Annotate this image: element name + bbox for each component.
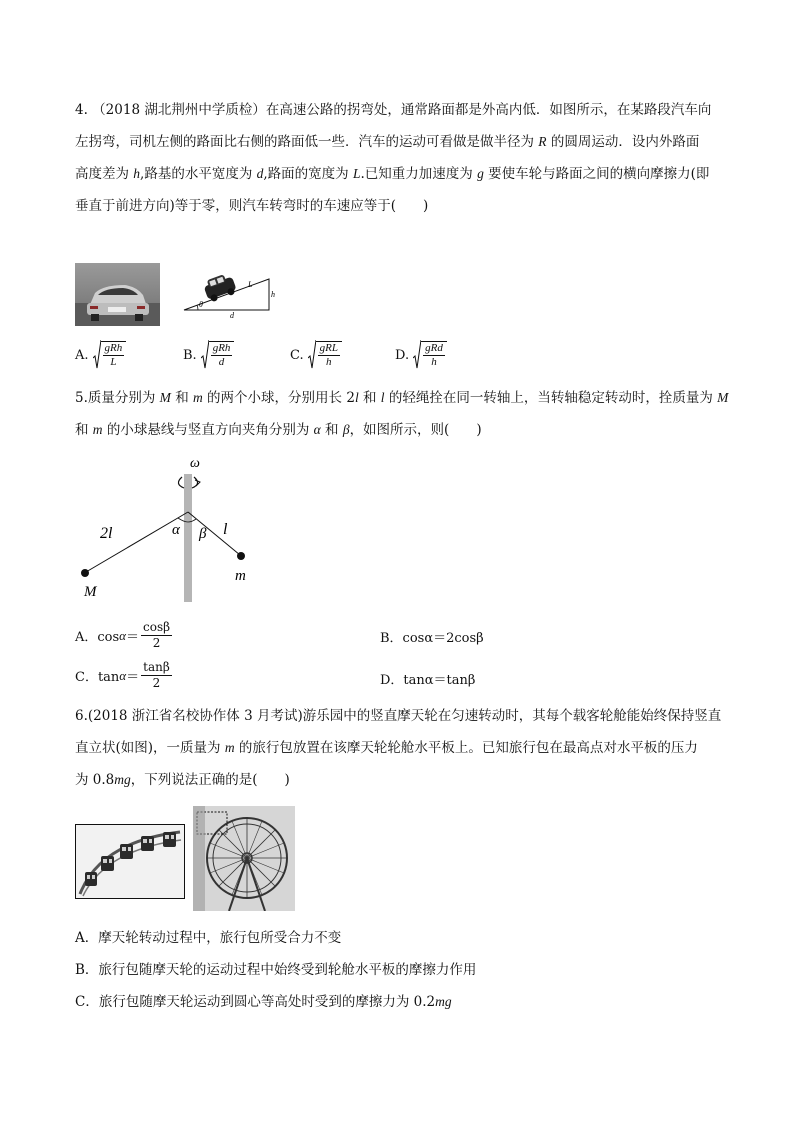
option-text: A．cos [75, 630, 120, 645]
option-label: B. [183, 347, 197, 363]
q5-text: 和 [358, 390, 381, 406]
denominator: 2 [152, 636, 161, 650]
option-label: A. [75, 347, 89, 363]
q4-line-4: 垂直于前进方向)等于零，则汽车转弯时的车速应等于( ) [75, 198, 429, 214]
equals-sign: ＝ [126, 670, 140, 685]
q5-option-d: D．tanα＝tanβ [380, 673, 476, 688]
q5-text: 和 [75, 422, 93, 438]
var-alpha: α [119, 627, 126, 643]
var-mg: mg [114, 772, 131, 787]
q4-line-1: 4. （2018 湖北荆州中学质检）在高速公路的拐弯处，通常路面都是外高内低．如图所示，在某路段汽车向 [75, 102, 712, 118]
numerator: gRd [425, 342, 443, 354]
fig-h: h [271, 290, 275, 299]
var-mg: mg [435, 994, 452, 1009]
numerator: gRh [212, 342, 231, 354]
var-alpha: α [313, 422, 321, 437]
denominator: h [326, 356, 332, 368]
q5-option-a [75, 620, 172, 651]
sqrt-expression [93, 340, 127, 370]
var-l: l [380, 390, 385, 405]
numerator: gRL [319, 342, 338, 354]
q5-option-b: B．cosα＝2cosβ [380, 631, 484, 646]
q4-text: 要使车轮与路面之间的横向摩擦力(即 [483, 166, 710, 182]
q4-text: 左拐弯，司机左侧的路面比右侧的路面低一些．汽车的运动可看做是做半径为 [75, 134, 539, 150]
var-h: h [133, 166, 141, 181]
var-L: L [352, 166, 361, 181]
radical-icon [413, 340, 421, 370]
numerator: gRh [104, 342, 123, 354]
q5-text: 5.质量分别为 [75, 390, 160, 406]
q5-text: 的小球悬线与竖直方向夹角分别为 [102, 422, 314, 438]
fig-l: l [223, 521, 228, 538]
fraction [141, 660, 172, 691]
q5-text: 的两个小球，分别用长 2 [202, 390, 355, 406]
q4-text: 高度差为 [75, 166, 134, 182]
sqrt-expression [413, 340, 447, 370]
q6-option-b: B．旅行包随摩天轮的运动过程中始终受到轮舱水平板的摩擦力作用 [75, 962, 477, 978]
numerator: cosβ [143, 620, 171, 634]
q5-text: ，如图所示，则( ) [349, 422, 482, 438]
denominator: d [218, 356, 225, 368]
var-l: l [354, 390, 359, 405]
radical-icon [93, 340, 101, 370]
q5-text: 和 [170, 390, 194, 406]
q4-text: ,路面的宽度为 [263, 166, 353, 182]
fig-L: L [248, 280, 253, 289]
fig-M: M [84, 584, 97, 600]
fig-theta: θ [199, 300, 203, 309]
var-R: R [538, 134, 547, 149]
fraction [421, 341, 447, 369]
var-M: M [717, 390, 729, 405]
q6-line-1: 6.(2018 浙江省名校协作体 3 月考试)游乐园中的竖直摩天轮在匀速转动时，其每个载客轮舱能始终保持竖直 [75, 708, 722, 724]
incline-diagram [180, 266, 280, 324]
q4-text: ,路基的水平宽度为 [140, 166, 257, 182]
fig-beta: β [199, 526, 207, 542]
var-m: m [224, 740, 235, 755]
var-m: m [92, 422, 103, 437]
option-label: D. [395, 347, 410, 363]
q5-option-c [75, 660, 172, 691]
q4-option-a [75, 340, 126, 370]
radical-icon [201, 340, 209, 370]
q4-option-b [183, 340, 234, 370]
q6-text: 为 0.8 [75, 772, 115, 788]
var-M: M [159, 390, 171, 405]
car-photo [75, 263, 160, 326]
q5-text: 和 [320, 422, 343, 438]
equals-sign: ＝ [126, 630, 140, 645]
fraction [141, 620, 172, 651]
var-g: g [477, 166, 484, 181]
var-d: d [256, 166, 264, 181]
q6-text: 的旅行包放置在该摩天轮轮舱水平板上。已知旅行包在最高点对水平板的压力 [234, 740, 698, 756]
cabins-closeup-photo [75, 824, 185, 899]
var-m: m [193, 390, 203, 405]
denominator: h [431, 356, 437, 368]
q4-text: .已知重力加速度为 [360, 166, 478, 182]
var-beta: β [342, 422, 350, 437]
fig-m: m [235, 568, 246, 584]
q6-text: C．旅行包随摩天轮运动到圆心等高处时受到的摩擦力为 0.2 [75, 994, 436, 1010]
q6-option-a: A．摩天轮转动过程中，旅行包所受合力不变 [75, 930, 342, 946]
q4-option-c [290, 340, 342, 370]
fraction [316, 341, 342, 369]
q6-text: ，下列说法正确的是( ) [130, 772, 290, 788]
ferris-wheel-photo [193, 806, 295, 911]
option-label: C. [290, 347, 304, 363]
q4-text: 的圆周运动．设内外路面 [546, 134, 700, 150]
radical-icon [308, 340, 316, 370]
q6-line-3 [75, 771, 290, 789]
fig-2l: 2l [100, 525, 113, 542]
fig-d: d [230, 311, 234, 320]
q4-line-2 [75, 133, 699, 151]
fraction [209, 341, 235, 369]
q6-option-c [75, 993, 452, 1011]
denominator: L [110, 356, 117, 368]
shaft-diagram [70, 452, 290, 607]
var-alpha: α [119, 667, 127, 683]
q6-text: 直立状(如图)，一质量为 [75, 740, 225, 756]
sqrt-expression [201, 340, 235, 370]
q4-line-3 [75, 165, 709, 183]
numerator: tanβ [143, 660, 170, 674]
q5-line-1 [75, 389, 728, 407]
option-text: C．tan [75, 670, 120, 685]
fig-alpha: α [172, 522, 180, 538]
fraction [101, 341, 127, 369]
fig-omega: ω [190, 456, 200, 471]
q5-text: 的轻绳拴在同一转轴上，当转轴稳定转动时，拴质量为 [384, 390, 718, 406]
rotation-shaft [184, 474, 192, 602]
denominator: 2 [152, 676, 161, 690]
q6-line-2 [75, 739, 698, 757]
sqrt-expression [308, 340, 342, 370]
q4-option-d [395, 340, 447, 370]
ball-M [81, 569, 89, 577]
q5-line-2 [75, 421, 482, 439]
ball-m [237, 552, 245, 560]
